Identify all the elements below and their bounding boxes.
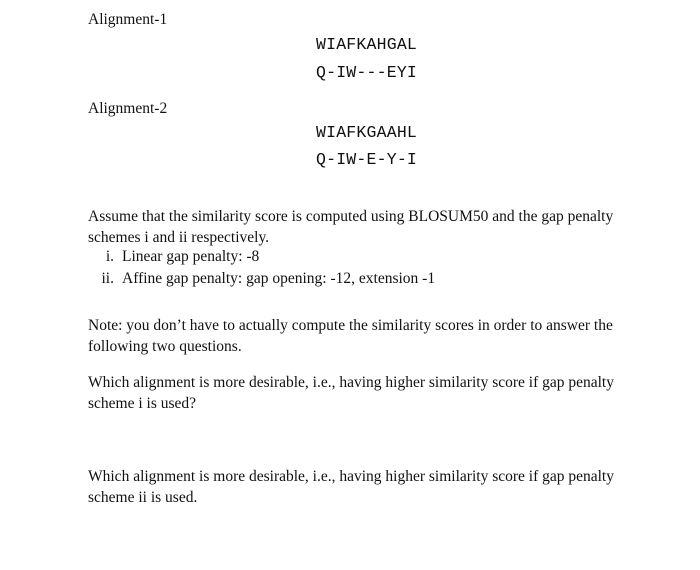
question-1: Which alignment is more desirable, i.e., having higher similarity score if gap penalty scheme i is used? <box>88 374 614 412</box>
alignment-2-heading: Alignment-2 <box>88 100 168 117</box>
gap-scheme-item-i-text: Linear gap penalty: -8 <box>122 248 260 265</box>
alignment-1-sequence-bottom: Q-IW---EYI <box>316 63 418 82</box>
note-paragraph: Note: you don’t have to actually compute the similarity scores in order to answer the following two questions. <box>88 317 613 355</box>
alignment-1-heading: Alignment-1 <box>88 11 168 28</box>
gap-scheme-item-i <box>88 248 259 266</box>
gap-scheme-item-ii-text: Affine gap penalty: gap opening: -12, extension -1 <box>122 270 436 287</box>
gap-scheme-item-ii <box>88 270 435 288</box>
alignment-2-sequence-bottom: Q-IW-E-Y-I <box>316 150 418 169</box>
gap-scheme-item-i-number: i. <box>105 248 114 265</box>
alignment-2-sequence-top: WIAFKGAAHL <box>316 123 418 142</box>
gap-scheme-item-ii-number: ii. <box>101 270 114 287</box>
alignment-1-sequence-top: WIAFKAHGAL <box>316 35 418 54</box>
question-2: Which alignment is more desirable, i.e., having higher similarity score if gap penalty scheme ii is used. <box>88 468 614 506</box>
assumption-paragraph: Assume that the similarity score is computed using BLOSUM50 and the gap penalty schemes i and ii respectively. <box>88 208 614 246</box>
